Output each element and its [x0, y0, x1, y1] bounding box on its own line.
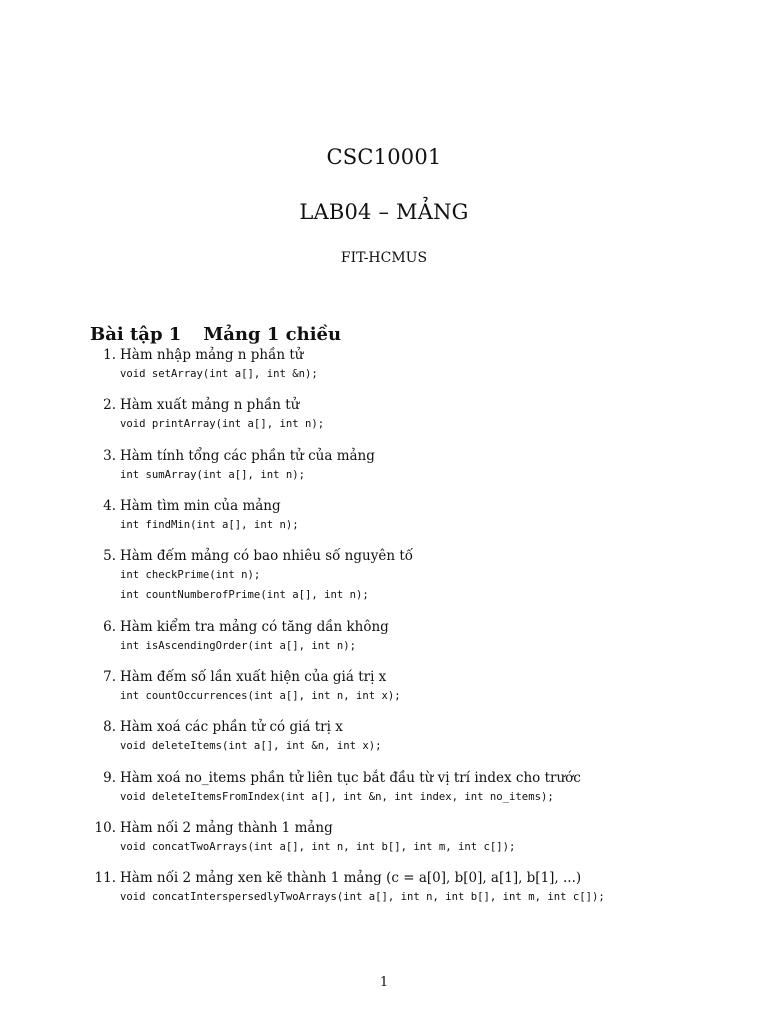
- exercise-description: Hàm xoá các phần tử có giá trị x: [120, 719, 343, 736]
- organization: FIT-HCMUS: [340, 250, 428, 266]
- exercise-description: Hàm tìm min của mảng: [120, 497, 281, 514]
- exercise-code-line: int countOccurrences(int a[], int n, int x);: [120, 690, 401, 703]
- exercise-item-2: [0, 396, 768, 446]
- exercise-description: Hàm xoá no_items phần tử liên tục bắt đầu từ vị trí index cho trước: [120, 769, 581, 786]
- exercise-code-line: void deleteItemsFromIndex(int a[], int &n, int index, int no_items);: [120, 790, 554, 803]
- exercise-number: 8.: [103, 719, 116, 736]
- exercise-number: 11.: [94, 870, 116, 887]
- exercise-number: 1.: [103, 347, 116, 363]
- exercise-body: [120, 819, 740, 857]
- exercise-body: [120, 769, 740, 807]
- exercise-item-5: [0, 547, 768, 618]
- lab-title: LAB04 – MẢNG: [299, 200, 469, 224]
- exercise-body: [120, 547, 740, 605]
- page-number: 1: [379, 975, 389, 990]
- exercise-description: Hàm đếm mảng có bao nhiêu số nguyên tố: [120, 548, 413, 565]
- exercise-body: [120, 497, 740, 535]
- exercise-description: Hàm kiểm tra mảng có tăng dần không: [120, 618, 389, 635]
- exercise-item-4: [0, 497, 768, 547]
- exercise-body: [120, 718, 740, 756]
- section-heading: [90, 324, 710, 345]
- exercise-code-line: void concatTwoArrays(int a[], int n, int b[], int m, int c[]);: [120, 840, 516, 853]
- exercise-item-6: [0, 618, 768, 668]
- exercise-number: 3.: [103, 447, 116, 464]
- course-code: CSC10001: [326, 145, 442, 169]
- exercise-number: 10.: [94, 819, 116, 836]
- exercise-body: [120, 396, 740, 434]
- exercise-number: 9.: [103, 769, 116, 786]
- section-title: Mảng 1 chiều: [203, 323, 342, 345]
- exercise-code-line: int isAscendingOrder(int a[], int n);: [120, 639, 356, 652]
- exercise-description: Hàm nối 2 mảng xen kẽ thành 1 mảng (c = a[0], b[0], a[1], b[1], ...): [120, 870, 582, 887]
- exercise-code-line: int countNumberofPrime(int a[], int n);: [120, 589, 369, 602]
- exercise-code-line: int checkPrime(int n);: [120, 569, 261, 582]
- exercise-item-7: [0, 668, 768, 718]
- exercise-code-line: void setArray(int a[], int &n);: [120, 368, 318, 380]
- exercise-code-line: void printArray(int a[], int n);: [120, 418, 325, 431]
- exercise-code-line: void concatInterspersedlyTwoArrays(int a[], int n, int b[], int m, int c[]);: [120, 891, 605, 904]
- exercise-item-10: [0, 819, 768, 869]
- exercise-number: 7.: [103, 669, 116, 686]
- exercise-item-9: [0, 769, 768, 819]
- exercise-description: Hàm tính tổng các phần tử của mảng: [120, 447, 375, 464]
- exercise-item-8: [0, 718, 768, 768]
- exercise-number: 6.: [103, 618, 116, 635]
- exercise-description: Hàm xuất mảng n phần tử: [120, 397, 300, 414]
- section-label: Bài tập 1: [90, 323, 182, 345]
- exercise-description: Hàm nối 2 mảng thành 1 mảng: [120, 819, 333, 836]
- exercise-number: 4.: [103, 497, 116, 514]
- exercise-body: [120, 869, 740, 907]
- exercise-description: Hàm nhập mảng n phần tử: [120, 347, 304, 363]
- exercise-number: 2.: [103, 397, 116, 414]
- exercise-body: [120, 618, 740, 656]
- exercise-list: [0, 346, 768, 920]
- exercise-body: [120, 668, 740, 706]
- exercise-description: Hàm đếm số lần xuất hiện của giá trị x: [120, 669, 387, 686]
- exercise-item-11: [0, 869, 768, 919]
- exercise-body: [120, 346, 740, 384]
- exercise-code-line: int sumArray(int a[], int n);: [120, 468, 305, 481]
- exercise-item-3: [0, 447, 768, 497]
- exercise-code-line: void deleteItems(int a[], int &n, int x);: [120, 740, 382, 753]
- exercise-item-1: [0, 346, 768, 396]
- exercise-body: [120, 447, 740, 485]
- exercise-code-line: int findMin(int a[], int n);: [120, 518, 299, 531]
- exercise-number: 5.: [103, 548, 116, 565]
